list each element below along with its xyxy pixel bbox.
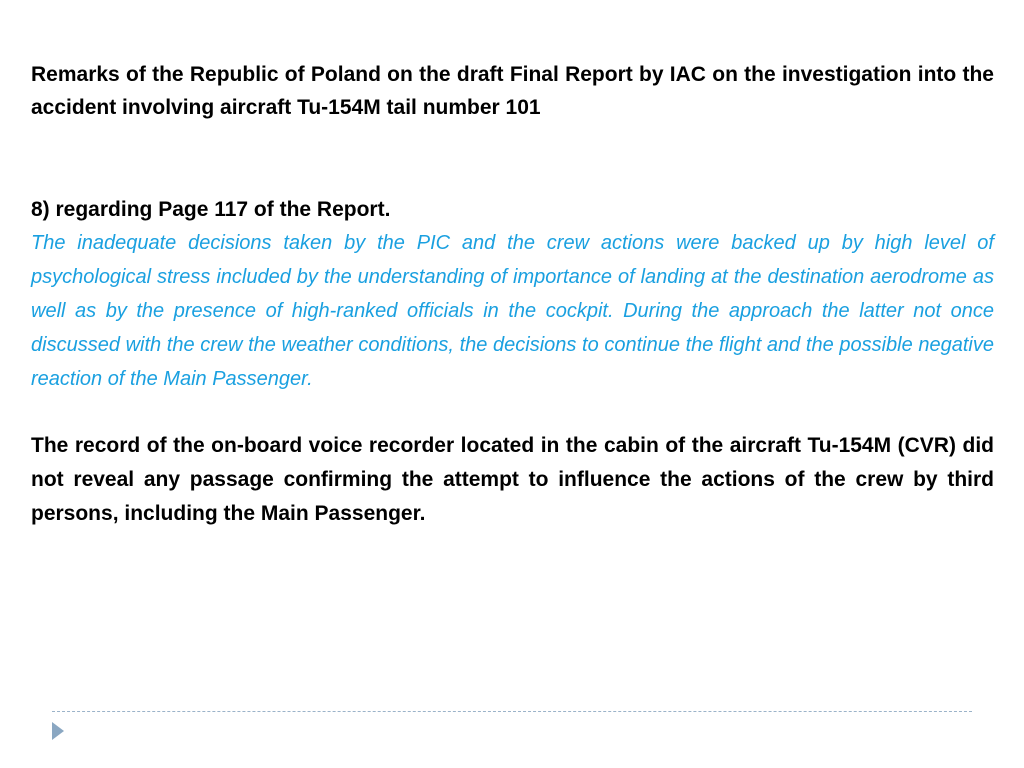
triangle-right-icon	[52, 722, 64, 740]
report-quote: The inadequate decisions taken by the PIC and the crew actions were backed up by high level of psychological stress included by the understanding of importance of landing at the destination aerodrome as well as by the presence of high-ranked officials in the cockpit. During the approach the latter not once discussed with the crew the weather conditions, the decisions to continue the flight and the possible negative reaction of the Main Passenger.	[31, 232, 994, 390]
slide-title: Remarks of the Republic of Poland on the draft Final Report by IAC on the investigation into the accident involving aircraft Tu-154M tail number 101	[31, 63, 994, 119]
section-heading: 8) regarding Page 117 of the Report.	[31, 198, 391, 221]
slide-content	[31, 58, 994, 531]
polish-response: The record of the on-board voice recorder located in the cabin of the aircraft Tu-154M (CVR) did not reveal any passage confirming the attempt to influence the actions of the crew by third persons, including the Main Passenger.	[31, 434, 994, 525]
footer-divider	[52, 711, 972, 712]
